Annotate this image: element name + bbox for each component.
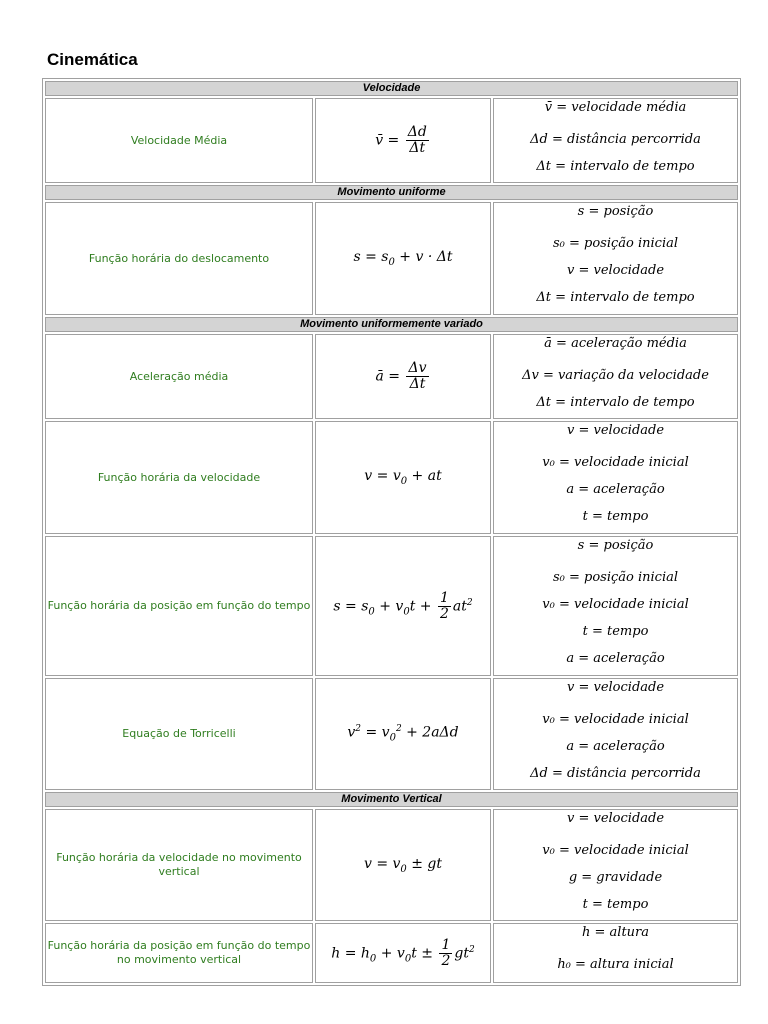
formula-subscript: 0: [400, 863, 407, 875]
variable-definition: v = velocidade: [566, 423, 665, 438]
variable-definition: v₀ = velocidade inicial: [542, 712, 689, 727]
formula-expression: [315, 334, 491, 419]
fraction-numerator: 1: [441, 936, 451, 953]
variable-definition: v = velocidade: [566, 263, 665, 278]
formula-expression: [315, 421, 491, 534]
variable-definitions: [493, 98, 738, 183]
variable-definitions: [493, 421, 738, 534]
variable-definition: ā = aceleração média: [544, 336, 687, 351]
variable-definitions: [493, 202, 738, 315]
formula-text: + v: [374, 598, 404, 614]
formula-text: v̄ =: [375, 132, 404, 149]
variable-definition: v₀ = velocidade inicial: [542, 455, 689, 470]
fraction: [406, 125, 429, 156]
section-row: [45, 317, 738, 332]
variable-definitions: [493, 809, 738, 921]
formula-name: Função horária da velocidade: [45, 421, 313, 534]
formula-row: [45, 98, 738, 183]
formula-superscript: 2: [395, 724, 402, 735]
formula-text: = v: [361, 724, 390, 741]
fraction-denominator: Δt: [409, 140, 426, 156]
formula-text: s = s: [353, 249, 389, 266]
fraction-denominator: 2: [439, 605, 449, 622]
formula-name: Aceleração média: [45, 334, 313, 419]
formula-superscript: 2: [355, 724, 362, 735]
formula-row: [45, 678, 738, 790]
variable-definition: Δt = intervalo de tempo: [536, 395, 695, 410]
fraction-denominator: 2: [441, 952, 451, 969]
section-row: [45, 81, 738, 96]
formula-text: ā =: [375, 368, 405, 385]
formula-superscript: 2: [466, 597, 473, 608]
formula-text: ± gt: [406, 855, 443, 872]
formula-subscript: 0: [368, 605, 375, 617]
variable-definition: Δv = variação da velocidade: [522, 368, 709, 383]
formula-expression: [315, 678, 491, 790]
formula-name: Função horária do deslocamento: [45, 202, 313, 315]
formula-text: at: [452, 598, 467, 614]
variable-definition: h₀ = altura inicial: [557, 957, 674, 972]
variable-definition: Δt = intervalo de tempo: [536, 159, 695, 174]
formula-subscript: 0: [400, 475, 408, 487]
variable-definition: a = aceleração: [566, 482, 665, 497]
variable-definition: h = altura: [582, 925, 650, 940]
formula-text: gt: [454, 945, 469, 961]
formula-expression: [315, 809, 491, 921]
fraction: [438, 591, 451, 622]
formula-name: Função horária da posição em função do tempo no movimento vertical: [45, 923, 313, 983]
variable-definition: a = aceleração: [566, 739, 665, 754]
formula-superscript: 2: [469, 944, 475, 955]
formula-subscript: 0: [369, 952, 377, 964]
formula-text: + at: [407, 468, 442, 485]
formula-subscript: 0: [403, 605, 410, 617]
variable-definitions: [493, 923, 738, 983]
fraction-numerator: Δv: [408, 360, 427, 376]
formula-name: Função horária da velocidade no movimento vertical: [45, 809, 313, 921]
formula-name: Equação de Torricelli: [45, 678, 313, 790]
variable-definition: v₀ = velocidade inicial: [542, 597, 689, 612]
fraction: [439, 938, 452, 969]
variable-definition: s₀ = posição inicial: [552, 570, 679, 585]
formula-text: h = h: [331, 945, 370, 961]
section-header: Movimento Vertical: [45, 792, 738, 807]
variable-definition: v = velocidade: [566, 680, 665, 695]
cinematica-table: [42, 78, 741, 986]
formula-text: s = s: [333, 598, 369, 614]
section-row: [45, 792, 738, 807]
formula-text: t ±: [411, 945, 438, 961]
section-header: Movimento uniformemente variado: [45, 317, 738, 332]
fraction-numerator: 1: [439, 589, 449, 606]
formula-row: [45, 809, 738, 921]
formula-text: + 2aΔd: [401, 724, 459, 741]
formula-row: [45, 421, 738, 534]
fraction: [406, 361, 428, 392]
variable-definition: v₀ = velocidade inicial: [542, 843, 689, 858]
formula-expression: [315, 98, 491, 183]
fraction-denominator: Δt: [409, 376, 426, 392]
variable-definition: s = posição: [577, 204, 654, 219]
variable-definition: t = tempo: [582, 509, 649, 524]
fraction-numerator: Δd: [407, 124, 427, 140]
formula-row: [45, 536, 738, 676]
formula-expression: [315, 202, 491, 315]
formula-text: v = v: [363, 855, 401, 872]
variable-definition: Δd = distância percorrida: [530, 132, 701, 147]
formula-text: + v: [376, 945, 405, 961]
variable-definition: s₀ = posição inicial: [552, 236, 679, 251]
variable-definition: g = gravidade: [568, 870, 663, 885]
variable-definition: a = aceleração: [566, 651, 665, 666]
variable-definition: s = posição: [577, 538, 654, 553]
variable-definition: v = velocidade: [566, 811, 665, 826]
variable-definitions: [493, 536, 738, 676]
formula-row: [45, 923, 738, 983]
formula-text: t +: [409, 598, 436, 614]
section-row: [45, 185, 738, 200]
formula-row: [45, 202, 738, 315]
variable-definition: v̄ = velocidade média: [544, 100, 687, 115]
formula-expression: [315, 923, 491, 983]
formula-subscript: 0: [404, 952, 412, 964]
formula-text: v = v: [364, 468, 401, 485]
formula-expression: [315, 536, 491, 676]
variable-definition: t = tempo: [582, 624, 649, 639]
section-header: Movimento uniforme: [45, 185, 738, 200]
variable-definition: Δt = intervalo de tempo: [536, 290, 695, 305]
formula-row: [45, 334, 738, 419]
variable-definition: t = tempo: [582, 897, 649, 912]
section-header: Velocidade: [45, 81, 738, 96]
formula-name: Função horária da posição em função do tempo: [45, 536, 313, 676]
formula-subscript: 0: [388, 256, 395, 268]
page-title: Cinemática: [47, 50, 138, 69]
formula-subscript: 0: [389, 732, 396, 744]
variable-definitions: [493, 678, 738, 790]
variable-definition: Δd = distância percorrida: [530, 766, 701, 781]
formula-name: Velocidade Média: [45, 98, 313, 183]
formula-text: + v · Δt: [394, 249, 453, 266]
variable-definitions: [493, 334, 738, 419]
formula-text: v: [347, 724, 356, 741]
